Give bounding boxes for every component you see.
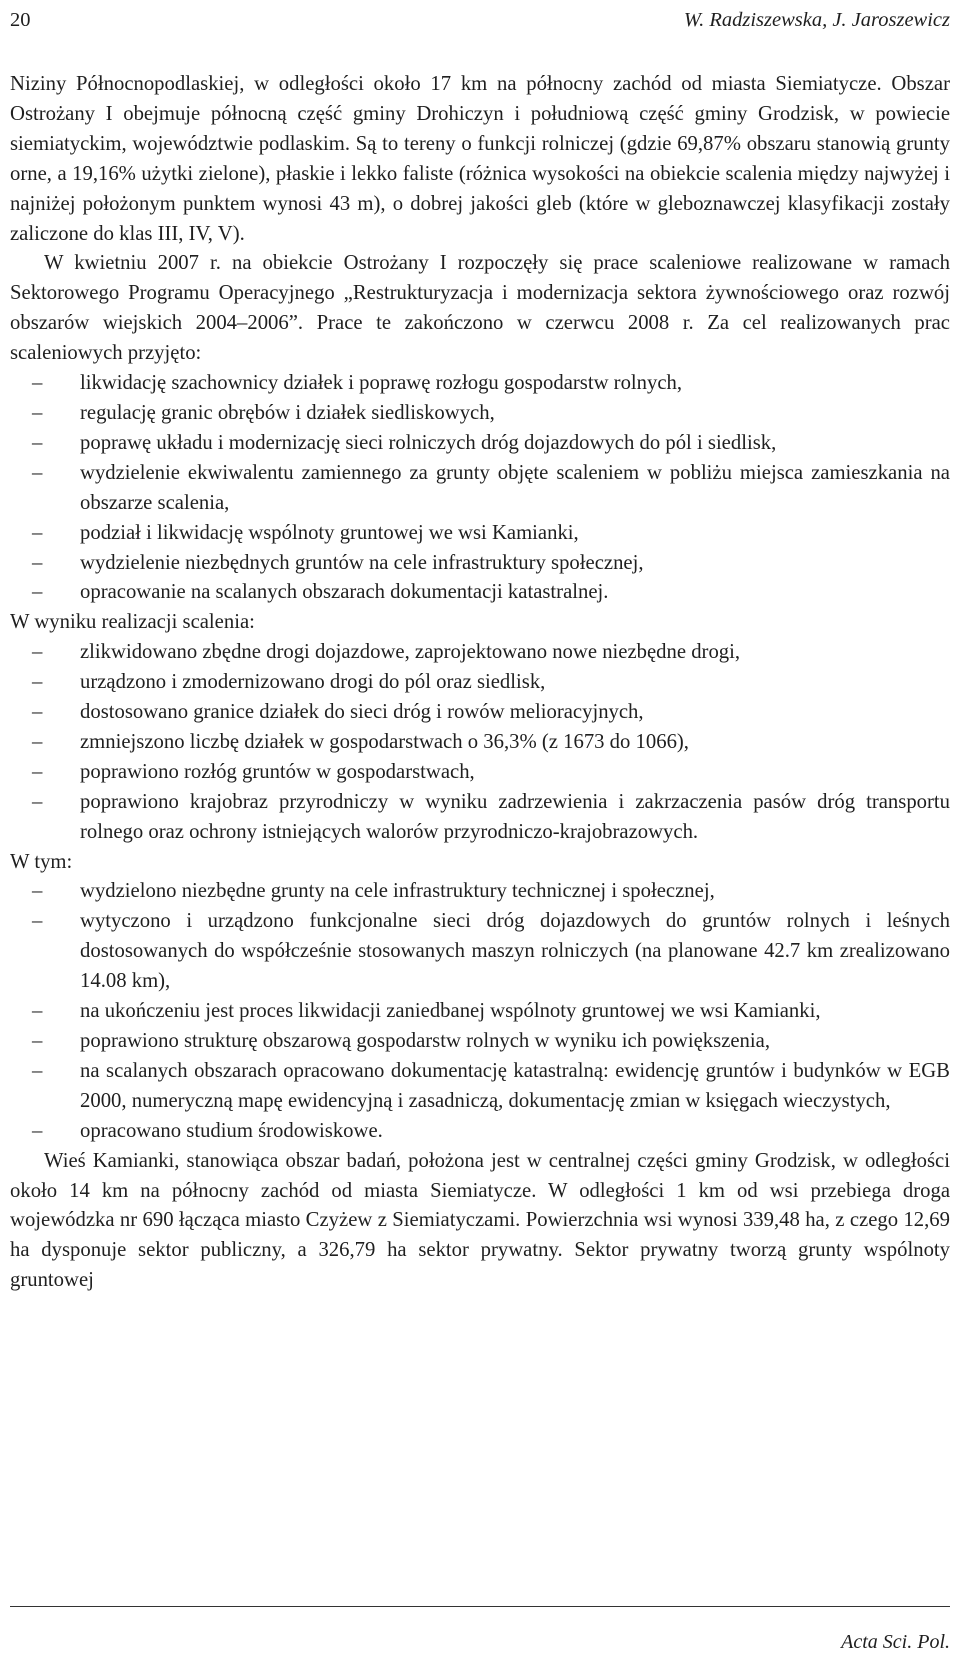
list-item-text: poprawę układu i modernizację sieci rolniczych dróg dojazdowych do pól i siedlisk, [80,431,777,454]
list-item-text: poprawiono krajobraz przyrodniczy w wyniku zadrzewienia i zakrzaczenia pasów dróg transportu rolnego oraz ochrony istniejących walorów przyrodniczo-krajobrazowych. [80,790,950,843]
list-dash: – [32,790,43,813]
list-item [10,877,950,907]
list-item-text: poprawiono strukturę obszarową gospodarstw rolnych w wyniku ich powiększenia, [80,1030,771,1052]
list-item [10,907,950,997]
list-item [10,997,950,1027]
list-goals [10,369,950,608]
list-item [10,1057,950,1117]
running-head [10,8,950,32]
list-dash: – [32,1059,43,1082]
list-item [10,758,950,788]
list-dash: – [32,880,43,903]
list-item-text: wydzielenie niezbędnych gruntów na cele infrastruktury społecznej, [80,551,644,574]
list-item [10,369,950,399]
list-item-text: likwidację szachownicy działek i poprawę rozłogu gospodarstw rolnych, [80,372,683,395]
list-dash: – [32,581,43,604]
list-item [10,1117,950,1147]
paragraph-works-start: W kwietniu 2007 r. na obiekcie Ostrożany I rozpoczęły się prace scaleniowe realizowane w ramach Sektorowego Programu Operacyjnego „Restrukturyzacja i modernizacja sektora żywnościowego oraz rozwój obszarów wiejskich 2004–2006”. Prace te zakończono w czerwcu 2008 r. Za cel realizowanych prac scaleniowych przyjęto: [10,252,950,365]
paragraph-including-intro: W tym: [10,850,73,873]
list-dash: – [32,910,43,933]
list-item-text: wydzielenie ekwiwalentu zamiennego za grunty objęte scaleniem w pobliżu miejsca zamieszkania na obszarze scalenia, [80,461,950,514]
list-results [10,638,950,847]
list-dash: – [32,671,43,694]
list-dash: – [32,431,43,454]
list-item-text: urządzono i zmodernizowano drogi do pól oraz siedlisk, [80,671,546,694]
paragraph-site-description: Niziny Północnopodlaskiej, w odległości około 17 km na północny zachód od miasta Siemiatycze. Obszar Ostrożany I obejmuje północną część gminy Drohiczyn i południową część gminy Grodzisk, w powiecie siemiatyckim, województwie podlaskim. Są to tereny o funkcji rolniczej (gdzie 69,87% obszaru stanowią grunty orne, a 19,16% użytki zielone), płaskie i lekko faliste (różnica wysokości na obiekcie scalenia między najwyżej i najniżej położonym punktem wynosi 43 m), o dobrej jakości gleb (które w gleboznawczej klasyfikacji zostały zaliczone do klas III, IV, V). [10,73,950,245]
list-item-text: na ukończeniu jest proces likwidacji zaniedbanej wspólnoty gruntowej we wsi Kamianki, [80,1000,821,1023]
list-item [10,578,950,608]
list-item [10,638,950,668]
list-item-text: podział i likwidację wspólnoty gruntowej we wsi Kamianki, [80,521,579,544]
page-number: 20 [10,9,31,31]
list-dash: – [32,760,43,783]
list-dash: – [32,1000,43,1023]
list-dash: – [32,521,43,544]
list-including [10,877,950,1146]
list-item-text: regulację granic obrębów i działek siedliskowych, [80,401,495,424]
list-dash: – [32,641,43,664]
list-item-text: wydzielono niezbędne grunty na cele infrastruktury technicznej i społecznej, [80,880,715,903]
list-item-text: dostosowano granice działek do sieci dróg i rowów melioracyjnych, [80,701,644,724]
list-dash: – [32,1030,43,1052]
list-item-text: zlikwidowano zbędne drogi dojazdowe, zaprojektowano nowe niezbędne drogi, [80,641,741,664]
list-item [10,698,950,728]
list-item [10,668,950,698]
list-item [10,1027,950,1057]
list-item-text: na scalanych obszarach opracowano dokumentację katastralną: ewidencję gruntów i budynków w EGB 2000, numeryczną mapę ewidencyjną i zasadniczą, dokumentację zmian w księgach wieczystych, [80,1059,950,1112]
footer-journal-name: Acta Sci. Pol. [841,1631,950,1653]
list-item-text: wytyczono i urządzono funkcjonalne sieci dróg dojazdowych do gruntów rolnych i leśnych dostosowanych do współcześnie stosowanych maszyn rolniczych (na planowane 42.7 km zrealizowano 14.08 km), [80,910,950,993]
list-item-text: opracowano studium środowiskowe. [80,1119,383,1142]
list-item-text: poprawiono rozłóg gruntów w gospodarstwach, [80,760,475,783]
running-head-authors: W. Radziszewska, J. Jaroszewicz [683,9,950,31]
list-dash: – [32,372,43,395]
list-item [10,728,950,758]
list-item [10,429,950,459]
paragraph-results-intro: W wyniku realizacji scalenia: [10,611,255,634]
list-dash: – [32,461,43,484]
list-item [10,788,950,848]
footer-rule [10,1606,950,1607]
list-item [10,549,950,579]
list-dash: – [32,551,43,574]
list-item [10,399,950,429]
list-item-text: zmniejszono liczbę działek w gospodarstwach o 36,3% (z 1673 do 1066), [80,730,689,753]
body-text [10,70,950,1296]
list-dash: – [32,1119,43,1142]
list-dash: – [32,401,43,424]
list-item [10,459,950,519]
list-dash: – [32,730,43,753]
paragraph-kamianki: Wieś Kamianki, stanowiąca obszar badań, położona jest w centralnej części gminy Grodzisk, w odległości około 14 km na północny zachód od miasta Siemiatycze. W odległości 1 km od wsi przebiega droga wojewódzka nr 690 łącząca miasto Czyżew z Siemiatyczami. Powierzchnia wsi wynosi 339,48 ha, z czego 12,69 ha dysponuje sektor publiczny, a 326,79 ha sektor prywatny. Sektor prywatny tworzą grunty wspólnoty gruntowej [10,1149,950,1292]
list-item [10,519,950,549]
list-item-text: opracowanie na scalanych obszarach dokumentacji katastralnej. [80,581,609,604]
list-dash: – [32,701,43,724]
